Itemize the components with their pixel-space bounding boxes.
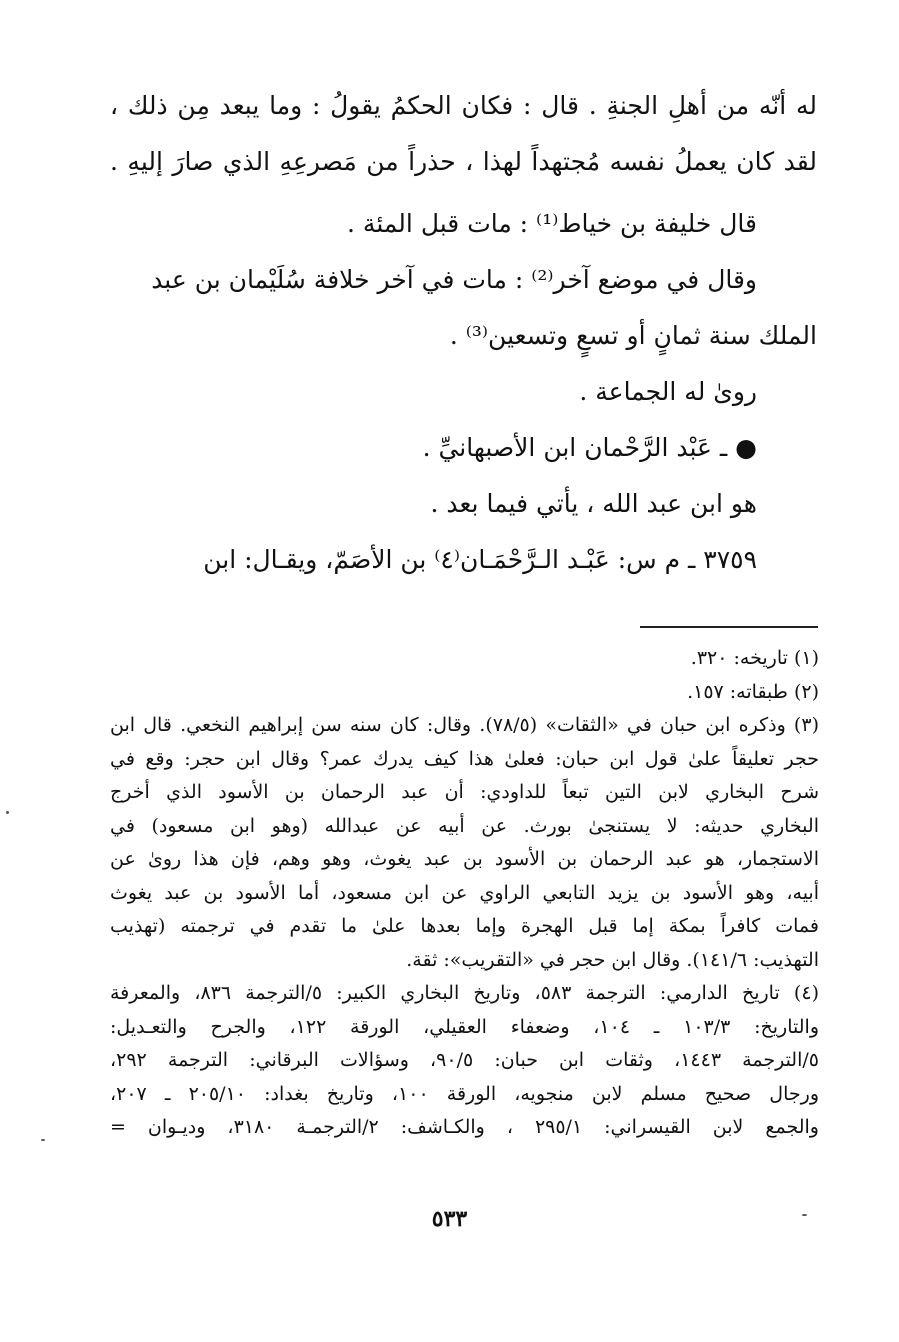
scan-speck <box>802 1214 807 1216</box>
footnote-separator <box>640 626 818 628</box>
entry-heading: ● ـ عَبْد الرَّحْمان ابن الأصبهانيِّ . <box>422 433 757 462</box>
footnote-4-line: والجمع لابن القيسراني: ٢٩٥/١ ، والكـاشف: ٢/الترجمـة ٣١٨٠، وديـوان = <box>110 1116 819 1138</box>
footnote-4-line: ٥/الترجمة ١٤٤٣، وثقات ابن حبان: ٩٠/٥، وسؤالات البرقاني: الترجمة ٢٩٢، <box>110 1049 819 1071</box>
footnotes <box>110 642 819 1145</box>
footnote-3-line: الاستجمار، هو عبد الرحمان بن الأسود بن عبد يغوث، وهو وهم، فإن هذا روىٰ عن <box>110 848 819 870</box>
scan-speck <box>6 811 9 814</box>
entry-heading-3759: ٣٧٥٩ ـ م س: عَبْـد الـرَّحْمَـان⁽٤⁾ بن الأصَمّ، ويقـال: ابن <box>203 545 757 574</box>
footnote-3: (٣) وذكره ابن حبان في «الثقات» (٧٨/٥). وقال: كان سنه سن إبراهيم النخعي. قال ابن <box>110 714 819 736</box>
main-text-line: روىٰ له الجماعة . <box>579 377 757 406</box>
main-text-line: قال خليفة بن خياط⁽¹⁾ : مات قبل المئة . <box>347 209 757 238</box>
main-text <box>110 78 817 588</box>
footnote-3-line: حجر تعليقاً علىٰ قول ابن حبان: فعلىٰ هذا كيف يدرك عمر؟ وقال ابن حجر: وقع في <box>110 747 819 770</box>
main-text-line: هو ابن عبد الله ، يأتي فيما بعد . <box>430 489 757 518</box>
main-text-line: له أنّه من أهلِ الجنةِ . قال : فكان الحكمُ يقولُ : وما يبعد مِن ذلك ، <box>110 91 817 120</box>
footnote-3-line: فمات كافراً بمكة إما قبل الهجرة وإما بعدها علىٰ ما تقدم في ترجمته (تهذيب <box>110 915 819 937</box>
main-text-line: الملك سنة ثمانٍ أو تسعٍ وتسعين⁽³⁾ . <box>449 321 817 350</box>
footnote-3-line: البخاري حديثه: لا يستنجىٰ بورث. عن أبيه عن عبدالله (وهو ابن مسعود) في <box>110 814 819 837</box>
page-number: ٥٣٣ <box>431 1206 468 1232</box>
main-text-line: وقال في موضع آخر⁽²⁾ : مات في آخر خلافة سُلَيْمان بن عبد <box>151 265 757 294</box>
footnote-4-line: والتاريخ: ١٠٣/٣ ـ ١٠٤، وضعفاء العقيلي، الورقة ١٢٢، والجرح والتعـديل: <box>110 1015 819 1038</box>
footnote-3-line: شرح البخاري لابن التين تبعاً للداودي: أن عبد الرحمان بن الأسود الذي أخرج <box>110 781 819 803</box>
footnote-3-line: أبيه، وهو الأسود بن يزيد التابعي الراوي عن ابن مسعود، أما الأسود بن عبد يغوث <box>110 881 819 904</box>
scan-speck <box>41 1139 45 1141</box>
main-text-line: لقد كان يعملُ نفسه مُجتهداً لهذا ، حذراً من مَصرعِهِ الذي صارَ إليهِ . <box>110 147 817 176</box>
footnote-2: (٢) طبقاته: ١٥٧. <box>687 680 819 703</box>
footnote-3-line: التهذيب: ١٤١/٦). وقال ابن حجر في «التقريب»: ثقة. <box>406 948 819 971</box>
footnote-4: (٤) تاريخ الدارمي: الترجمة ٥٨٣، وتاريخ البخاري الكبير: ٥/الترجمة ٨٣٦، والمعرفة <box>110 982 819 1004</box>
footnote-1: (١) تاريخه: ٣٢٠. <box>690 647 819 669</box>
footnote-4-line: ورجال صحيح مسلم لابن منجويه، الورقة ١٠٠، وتاريخ بغداد: ٢٠٥/١٠ ـ ٢٠٧، <box>110 1082 819 1105</box>
